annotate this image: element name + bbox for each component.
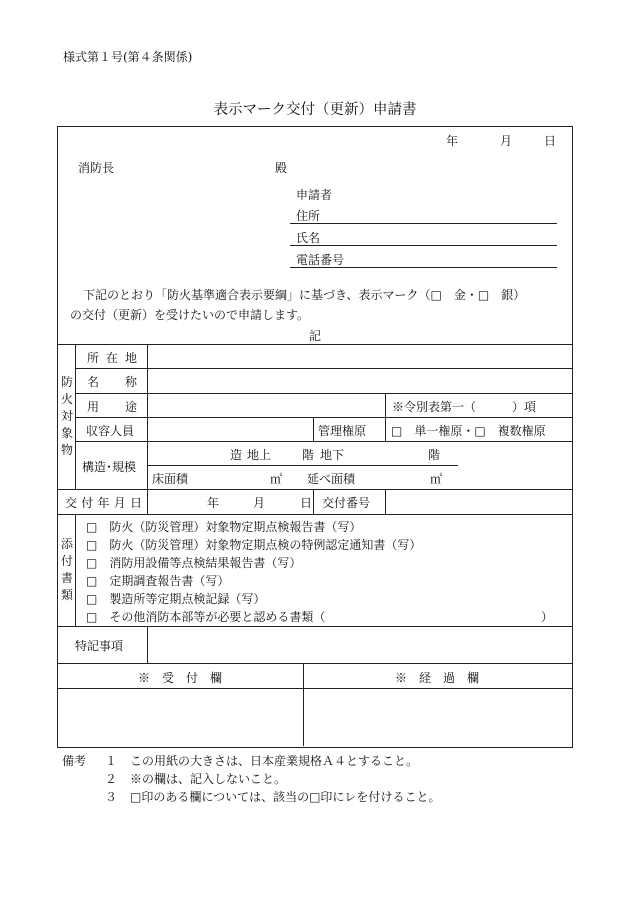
form-number: 様式第１号(第４条関係) [63,50,193,64]
progress-column-header: ※ 経 過 欄 [394,671,479,685]
attachment-item: □ その他消防本部等が必要と認める書類（ [86,610,326,624]
request-text-line1: 下記のとおり「防火基準適合表示要綱」に基づき、表示マーク（□ 金・□ 銀） [83,288,526,302]
issue-year-label: 年 [207,496,220,510]
total-floor-area-unit: ㎡ [430,472,443,486]
authority-type-options: □ 単一権原・□ 複数権原 [391,424,546,438]
attachment-item: □ 防火（防災管理）対象物定期点検報告書（写） [86,520,362,534]
building-name-label: 名 称 [87,375,137,389]
floors-below-unit: 階 [428,448,441,462]
floor-area-label: 床面積 [152,472,189,486]
special-notes-label: 特記事項 [75,639,124,653]
page-title: 表示マーク交付（更新）申請書 [213,102,417,118]
note-text: ※の欄は、記入しないこと。 [130,772,287,786]
location-label: 所 在 地 [87,351,137,365]
note-text: □印のある欄については、該当の□印にレを付けること。 [130,790,441,804]
date-day-label: 日 [544,134,557,148]
applicant-name-label: 氏名 [296,231,321,245]
attachment-item: □ 防火（防災管理）対象物定期点検の特例認定通知書（写） [86,538,422,552]
reception-column-header: ※ 受 付 欄 [137,671,222,685]
fire-chief-label: 消防長 [78,161,115,175]
note-number: ３ [105,790,118,804]
management-authority-label: 管理権原 [318,424,367,438]
attachment-item: □ 定期調査報告書（写） [86,574,230,588]
applicant-heading: 申請者 [296,188,333,202]
attachment-item: □ 製造所等定期点検記録（写） [86,592,266,606]
applicant-phone-label: 電話番号 [296,253,345,267]
issue-date-label: 交 付 年 月 日 [65,496,142,510]
honorific-label: 殿 [275,161,288,175]
attachments-side-label: 添付書類 [60,537,73,602]
attachment-item: □ 消防用設備等点検結果報告書（写） [86,556,302,570]
note-text: この用紙の大きさは、日本産業規格Ａ４とすること。 [130,754,419,768]
issue-number-label: 交付番号 [322,496,371,510]
floors-below-label: 地下 [320,448,345,462]
ki-label: 記 [309,329,322,343]
building-side-label: 防火対象物 [60,375,73,457]
attachment-closing-paren: ） [541,610,554,624]
floors-above-unit: 階 [302,448,315,462]
note-number: １ [105,754,118,768]
date-year-label: 年 [446,134,459,148]
structure-type-label: 造 [230,448,243,462]
date-month-label: 月 [500,134,513,148]
floor-area-unit: ㎡ [270,472,283,486]
note-number: ２ [105,772,118,786]
applicant-address-label: 住所 [296,209,321,223]
appendix-table-label: ※令別表第一（ ）項 [392,400,537,414]
structure-scale-label: 構造･規模 [82,460,137,474]
request-text-line2: の交付（更新）を受けたいので申請します。 [70,308,310,322]
use-label: 用 途 [87,400,137,414]
issue-month-label: 月 [253,496,266,510]
issue-day-label: 日 [300,496,313,510]
notes-label: 備考 [62,754,87,768]
total-floor-area-label: 延べ面積 [307,472,356,486]
floors-above-label: 地上 [247,448,272,462]
capacity-label: 収容人員 [86,424,135,438]
